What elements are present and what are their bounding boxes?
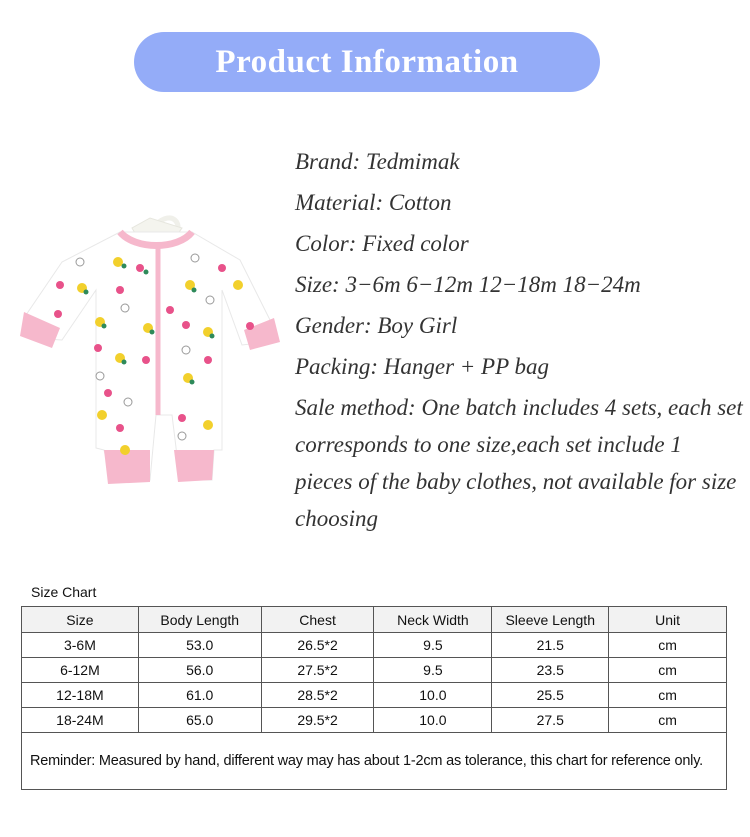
cell-sleeve-length: 25.5 (492, 683, 609, 708)
header-size: Size (22, 607, 139, 633)
table-row (22, 633, 727, 658)
cell-chest: 26.5*2 (261, 633, 374, 658)
brand-line: Brand: Tedmimak (295, 149, 460, 174)
size-chart-table (21, 606, 727, 790)
cell-size: 18-24M (22, 708, 139, 733)
cell-neck-width: 9.5 (374, 658, 492, 683)
cell-body-length: 65.0 (138, 708, 261, 733)
cell-neck-width: 10.0 (374, 683, 492, 708)
reminder-row (22, 733, 727, 790)
cell-size: 12-18M (22, 683, 139, 708)
material-line: Material: Cotton (295, 190, 452, 215)
cell-sleeve-length: 23.5 (492, 658, 609, 683)
header-sleeve-length: Sleeve Length (492, 607, 609, 633)
cell-body-length: 61.0 (138, 683, 261, 708)
banner-title: Product Information (215, 43, 519, 80)
table-row (22, 683, 727, 708)
gender-line: Gender: Boy Girl (295, 313, 458, 338)
cell-neck-width: 9.5 (374, 633, 492, 658)
table-header-row (22, 607, 727, 633)
product-photo-romper (0, 150, 280, 520)
cell-unit: cm (609, 658, 727, 683)
header-neck-width: Neck Width (374, 607, 492, 633)
header-body-length: Body Length (138, 607, 261, 633)
cell-chest: 29.5*2 (261, 708, 374, 733)
cell-unit: cm (609, 633, 727, 658)
cell-size: 6-12M (22, 658, 139, 683)
cell-neck-width: 10.0 (374, 708, 492, 733)
product-information-banner (134, 32, 600, 92)
romper-illustration-icon (0, 150, 280, 520)
cell-unit: cm (609, 708, 727, 733)
table-row (22, 658, 727, 683)
cell-size: 3-6M (22, 633, 139, 658)
color-line: Color: Fixed color (295, 231, 469, 256)
cell-chest: 28.5*2 (261, 683, 374, 708)
product-info-list (295, 148, 745, 537)
header-unit: Unit (609, 607, 727, 633)
cell-sleeve-length: 27.5 (492, 708, 609, 733)
cell-chest: 27.5*2 (261, 658, 374, 683)
reminder-note: Reminder: Measured by hand, different way may has about 1-2cm as tolerance, this chart for reference only. (22, 733, 727, 790)
table-row (22, 708, 727, 733)
packing-line: Packing: Hanger + PP bag (295, 354, 549, 379)
size-line: Size: 3−6m 6−12m 12−18m 18−24m (295, 272, 641, 297)
cell-unit: cm (609, 683, 727, 708)
header-chest: Chest (261, 607, 374, 633)
size-chart-caption: Size Chart (31, 584, 97, 600)
cell-body-length: 53.0 (138, 633, 261, 658)
cell-sleeve-length: 21.5 (492, 633, 609, 658)
cell-body-length: 56.0 (138, 658, 261, 683)
sale-method-text: Sale method: One batch includes 4 sets, each set corresponds to one size,each set include 1 pieces of the baby clothes, not available for size choosing (295, 395, 743, 531)
